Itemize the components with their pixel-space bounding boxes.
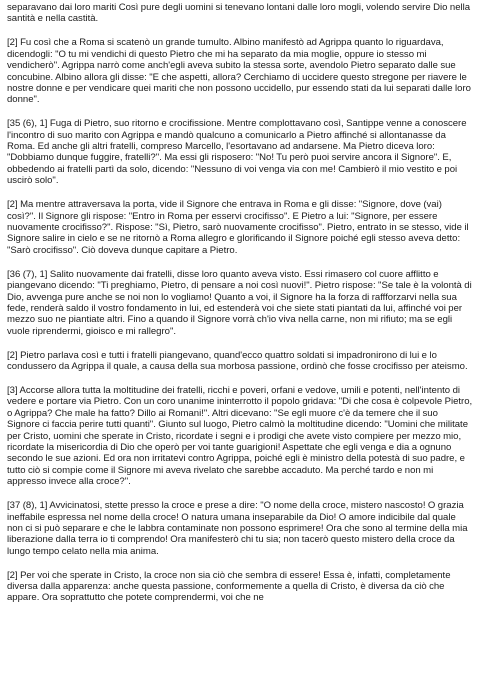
paragraph-37-1: [37 (8), 1] Avvicinatosi, stette presso la croce e prese a dire: "O nome della croce, mistero nascosto! O grazia ineffabile espressa nel nome della croce! O natura umana inseparabile da Dio! O amore indicibile dal quale non ci si può separare e che le labbra contaminate non possono esprimere! Ora che sono al termine della mia liberazione dalla terra io ti comprendo! Ora manifesterò chi tu sia; non tacerò questo mistero della croce da lungo tempo celato nella mia anima. xyxy=(7,500,468,557)
paragraph-36-3: [3] Accorse allora tutta la moltitudine dei fratelli, ricchi e poveri, orfani e vedove, umili e potenti, nell'intento di vedere e portare via Pietro. Con un coro unanime ininterrotto il popolo gridava: "Di che cosa è colpevole Pietro, o Agrippa? Che male ha fatto? Dillo ai Romani!". Altri dicevano: "Se egli muore c'è da temere che il suo Signore ci faccia perire tutti quanti". Giunto sul luogo, Pietro calmò la moltitudine dicendo: "Uomini che militate per Cristo, uomini che sperate in Cristo, ricordate i segni e i prodigi che avete visto compiere per mezzo mio, ricordate la misericordia di Dio che operò per voi tante guarigioni! Aspettate che egli venga e dia a ognuno secondo le sue azioni. Ed ora non irritatevi contro Agrippa, poiché egli è ministro della potestà di suo padre, e tutto ciò si compie come il Signore mi aveva rivelato che sarebbe accaduto. Ma perché tardo e non mi appresso invece alla croce?". xyxy=(7,384,473,488)
paragraph-37-2: [2] Per voi che sperate in Cristo, la croce non sia ciò che sembra di essere! Essa è, infatti, completamente diversa dalla apparenza: anche questa passione, conformemente a quella di Cristo, è diversa da ciò che appare. Ora soprattutto che potete comprendermi, voi che ne xyxy=(7,569,451,604)
paragraph-35-2: [2] Ma mentre attraversava la porta, vide il Signore che entrava in Roma e gli disse: "Signore, dove (vai) così?". Il Signore gli rispose: "Entro in Roma per esservi crocifisso". E Pietro a lui: "Signore, per essere nuovamente crocifisso?". Rispose: "Sì, Pietro, sarò nuovamente crocifisso". Pietro, entrato in se stesso, vide il Signore salire in cielo e se ne ritornò a Roma allegro e glorificando il Signore poiché egli stesso aveva detto: "Sarò crocifisso". Ciò doveva dunque capitare a Pietro. xyxy=(7,199,469,256)
paragraph-continuation: separavano dai loro mariti Così pure degli uomini si tenevano lontani dalle loro mogli, volendo servire Dio nella santità e nella castità. xyxy=(7,2,471,25)
paragraph-36-2: [2] Pietro parlava così e tutti i fratelli piangevano, quand'ecco quattro soldati si impadronirono di lui e lo condussero da Agrippa il quale, a causa della sua morbosa passione, ordinò che fosse crocifisso per ateismo. xyxy=(7,349,468,373)
paragraph-36-1: [36 (7), 1] Salito nuovamente dai fratelli, disse loro quanto aveva visto. Essi rimasero col cuore afflitto e piangevano dicendo: "Ti preghiamo, Pietro, di pensare a noi così nuovi!". Pietro rispose: "Se tale è la volontà di Dio, avvenga pure anche se noi non lo vogliamo! Quanto a voi, il Signore ha la forza di raffforzarvi nella sua fede, renderà saldo il vostro fondamento in lui, ed estenderà voi che siete stati piantati da lui, affinché voi per mezzo suo ne piantiate altri. Fino a quando il Signore vorrà ch'io viva nella carne, non mi rifiuto; ma se egli vuole riprendermi, gioisco e mi rallegro". xyxy=(7,268,472,337)
paragraph-34-2: [2] Fu così che a Roma si scatenò un grande tumulto. Albino manifestò ad Agrippa quanto lo riguardava, dicendogli: "O tu mi vendichi di questo Pietro che mi ha separato da mia moglie, oppure io stesso mi vendicherò". Agrippa narrò come anch'egli aveva subito la stessa sorte, avendolo Pietro separato dalle sue concubine. Albino allora gli disse: "E che aspetti, allora? Cerchiamo di uccidere questo stregone per riavere le nostre donne e per vendicare quei mariti che non possono uccidello, pur essendo stati da lui separati dalle loro donne". xyxy=(7,37,471,106)
paragraph-35-1: [35 (6), 1] Fuga di Pietro, suo ritorno e crocifissione. Mentre complottavano così, Santippe venne a conoscere l'incontro di suo marito con Agrippa e mandò qualcuno a comunicarlo a Pietro affinché si allontanasse da Roma. Ed anche gli altri fratelli, compreso Marcello, l'esortavano ad andarsene. Ma Pietro diceva loro: "Dobbiamo dunque fuggire, fratelli?". Ma essi gli risposero: "No! Tu però puoi servire ancora il Signore". E, obbedendo ai fratelli partì da solo, dicendo: "Nessuno di voi venga via con me! Cambierò il mio vestito e poi uscirò solo". xyxy=(7,118,467,187)
